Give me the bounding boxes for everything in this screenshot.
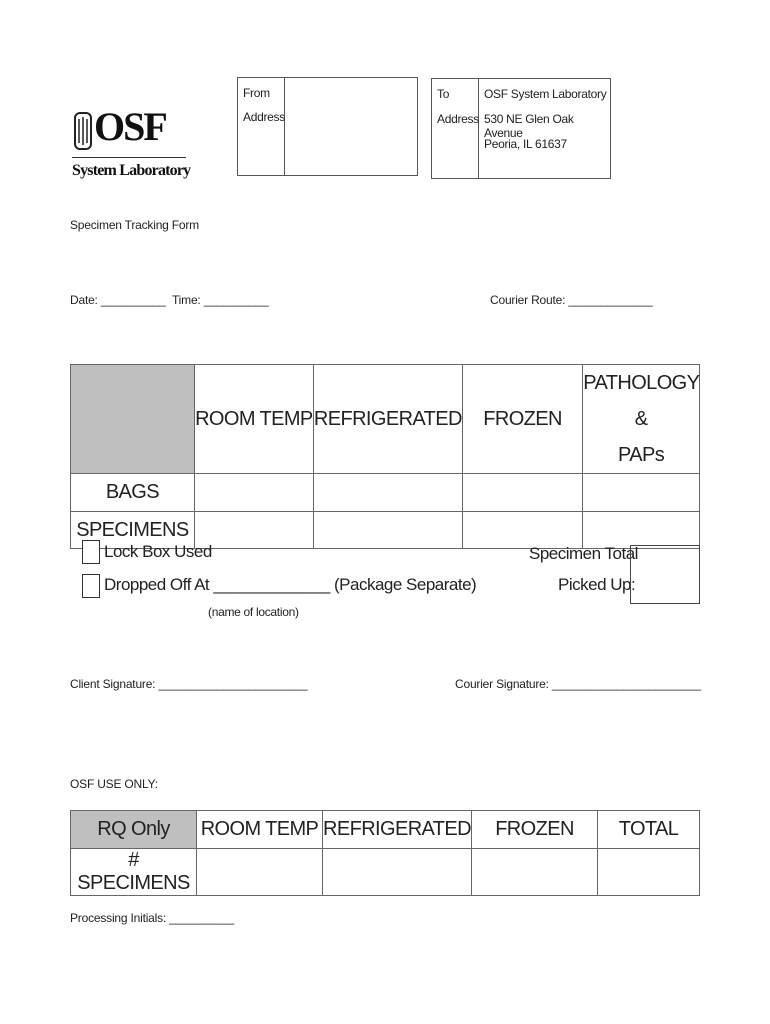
specimen-count-table bbox=[70, 364, 700, 549]
specimens-room-temp-cell[interactable] bbox=[194, 512, 313, 549]
header-room-temp: ROOM TEMP bbox=[194, 365, 313, 474]
specimens-pathology-cell[interactable] bbox=[583, 512, 700, 549]
processing-initials-field[interactable]: Processing Initials: __________ bbox=[70, 911, 234, 925]
osf-refrigerated-cell[interactable] bbox=[323, 849, 472, 896]
from-address-box[interactable] bbox=[237, 77, 418, 176]
osf-header-refrigerated: REFRIGERATED bbox=[323, 811, 472, 849]
row-specimens: SPECIMENS bbox=[71, 512, 195, 549]
row-num-specimens: # SPECIMENS bbox=[71, 849, 197, 896]
picked-up-label: Picked Up: bbox=[558, 575, 636, 594]
specimen-total-box[interactable] bbox=[630, 545, 700, 604]
dropped-off-label: Dropped Off At _____________ (Package Separate) bbox=[104, 575, 477, 594]
bags-frozen-cell[interactable] bbox=[462, 474, 582, 512]
table1-corner bbox=[71, 365, 195, 474]
from-label: From bbox=[243, 86, 270, 100]
osf-use-only-label: OSF USE ONLY: bbox=[70, 777, 158, 791]
courier-route-field[interactable]: Courier Route: _____________ bbox=[490, 293, 653, 307]
to-address-line3: Peoria, IL 61637 bbox=[484, 137, 567, 151]
specimens-frozen-cell[interactable] bbox=[462, 512, 582, 549]
bags-refrigerated-cell[interactable] bbox=[313, 474, 462, 512]
from-address-label: Address bbox=[243, 110, 285, 124]
row-bags: BAGS bbox=[71, 474, 195, 512]
time-field[interactable]: Time: __________ bbox=[172, 293, 269, 307]
logo-name: OSF bbox=[94, 104, 166, 149]
form-title: Specimen Tracking Form bbox=[70, 218, 199, 232]
osf-header-frozen: FROZEN bbox=[472, 811, 598, 849]
header-frozen: FROZEN bbox=[462, 365, 582, 474]
to-address-box bbox=[431, 78, 611, 179]
lock-box-label: Lock Box Used bbox=[104, 542, 212, 561]
location-hint: (name of location) bbox=[208, 605, 299, 619]
osf-header-total: TOTAL bbox=[598, 811, 700, 849]
to-address-line2: 530 NE Glen Oak Avenue bbox=[484, 112, 574, 140]
bags-pathology-cell[interactable] bbox=[583, 474, 700, 512]
logo-rule bbox=[72, 157, 186, 158]
to-address-line1: OSF System Laboratory bbox=[484, 87, 607, 101]
osf-frozen-cell[interactable] bbox=[472, 849, 598, 896]
courier-signature-field[interactable]: Courier Signature: _______________________ bbox=[455, 677, 701, 691]
osf-header-room-temp: ROOM TEMP bbox=[197, 811, 323, 849]
client-signature-field[interactable]: Client Signature: _______________________ bbox=[70, 677, 308, 691]
osf-use-table bbox=[70, 810, 700, 896]
date-field[interactable]: Date: __________ bbox=[70, 293, 166, 307]
dropped-off-checkbox[interactable] bbox=[82, 574, 100, 598]
osf-total-cell[interactable] bbox=[598, 849, 700, 896]
osf-room-temp-cell[interactable] bbox=[197, 849, 323, 896]
to-label: To bbox=[437, 87, 450, 101]
header-refrigerated: REFRIGERATED bbox=[313, 365, 462, 474]
osf-logo bbox=[70, 104, 191, 185]
header-pathology bbox=[583, 365, 700, 474]
to-address-label: Address bbox=[437, 112, 479, 126]
seal-icon bbox=[73, 111, 93, 151]
header-pathology-line2: PAPs bbox=[618, 444, 665, 466]
header-pathology-line1: PATHOLOGY & bbox=[583, 372, 700, 430]
specimen-total-label: Specimen Total bbox=[529, 544, 638, 563]
header-rq-only: RQ Only bbox=[71, 811, 197, 849]
logo-subtitle: System Laboratory bbox=[72, 162, 191, 179]
lock-box-checkbox[interactable] bbox=[82, 540, 100, 564]
bags-room-temp-cell[interactable] bbox=[194, 474, 313, 512]
specimens-refrigerated-cell[interactable] bbox=[313, 512, 462, 549]
